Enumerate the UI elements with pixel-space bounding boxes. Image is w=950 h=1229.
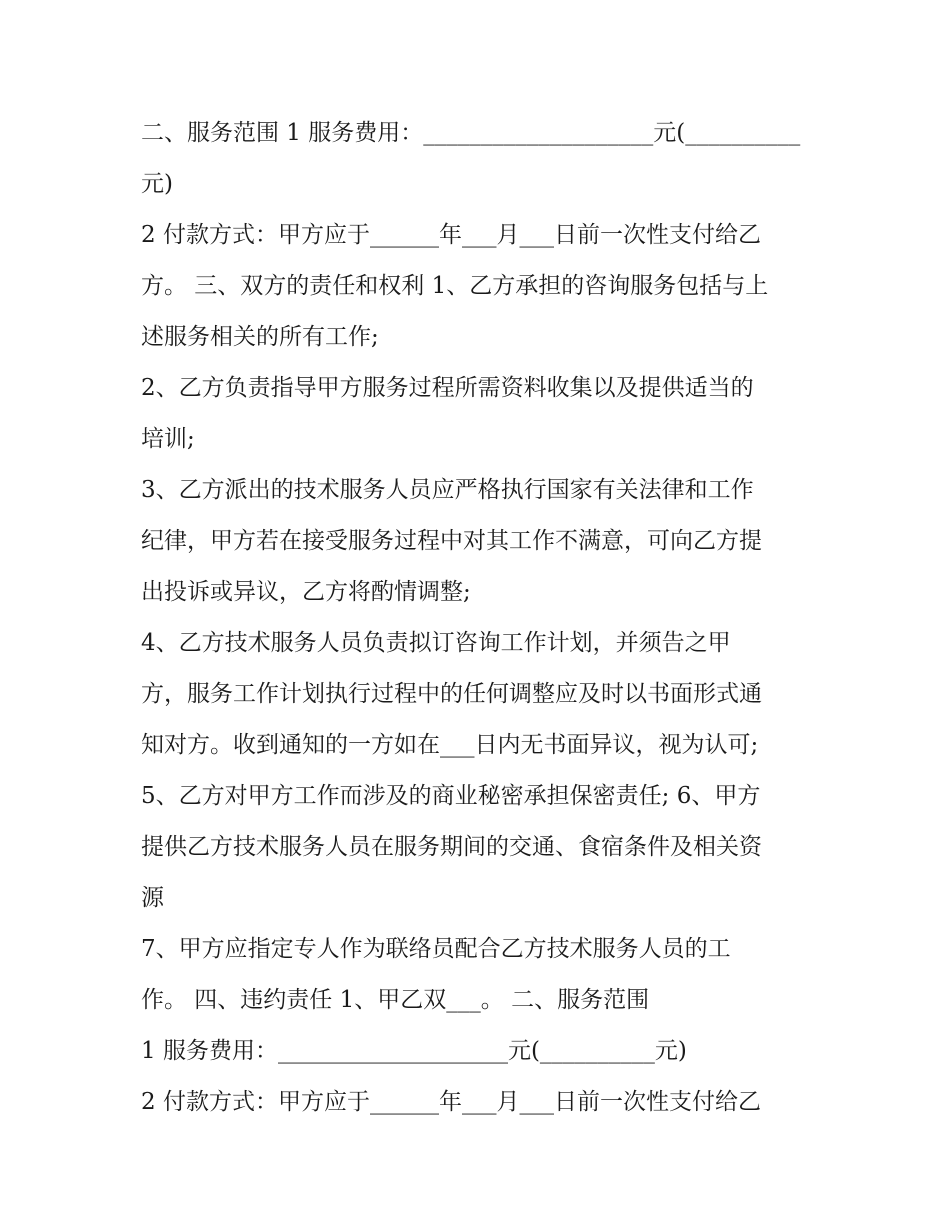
text-line: 5、乙方对甲方工作而涉及的商业秘密承担保密责任; 6、甲方 xyxy=(141,783,761,809)
text-line: 二、服务范围 1 服务费用：____________________元(__________ xyxy=(141,120,801,146)
text-line: 2、乙方负责指导甲方服务过程所需资料收集以及提供适当的 xyxy=(141,375,754,401)
text-line: 知对方。收到通知的一方如在___日内无书面异议，视为认可; xyxy=(141,732,759,758)
text-line: 纪律，甲方若在接受服务过程中对其工作不满意，可向乙方提 xyxy=(141,528,762,554)
text-line: 4、乙方技术服务人员负责拟订咨询工作计划，并须告之甲 xyxy=(141,630,731,656)
text-line: 源 xyxy=(141,885,164,911)
text-line: 方，服务工作计划执行过程中的任何调整应及时以书面形式通 xyxy=(141,681,762,707)
contract-text xyxy=(141,108,821,1128)
text-line: 提供乙方技术服务人员在服务期间的交通、食宿条件及相关资 xyxy=(141,834,762,860)
text-line: 2 付款方式：甲方应于______年___月___日前一次性支付给乙 xyxy=(141,222,761,248)
text-line: 出投诉或异议，乙方将酌情调整; xyxy=(141,579,471,605)
text-line: 元) xyxy=(141,171,173,197)
text-line: 2 付款方式：甲方应于______年___月___日前一次性支付给乙 xyxy=(141,1089,761,1115)
text-line: 培训; xyxy=(141,426,195,452)
text-line: 作。 四、违约责任 1、甲乙双___。 二、服务范围 xyxy=(141,987,650,1013)
text-line: 1 服务费用：____________________元(__________元) xyxy=(141,1038,687,1064)
text-line: 方。 三、双方的责任和权利 1、乙方承担的咨询服务包括与上 xyxy=(141,273,769,299)
text-line: 3、乙方派出的技术服务人员应严格执行国家有关法律和工作 xyxy=(141,477,754,503)
text-line: 述服务相关的所有工作; xyxy=(141,324,379,350)
text-line: 7、甲方应指定专人作为联络员配合乙方技术服务人员的工 xyxy=(141,936,731,962)
